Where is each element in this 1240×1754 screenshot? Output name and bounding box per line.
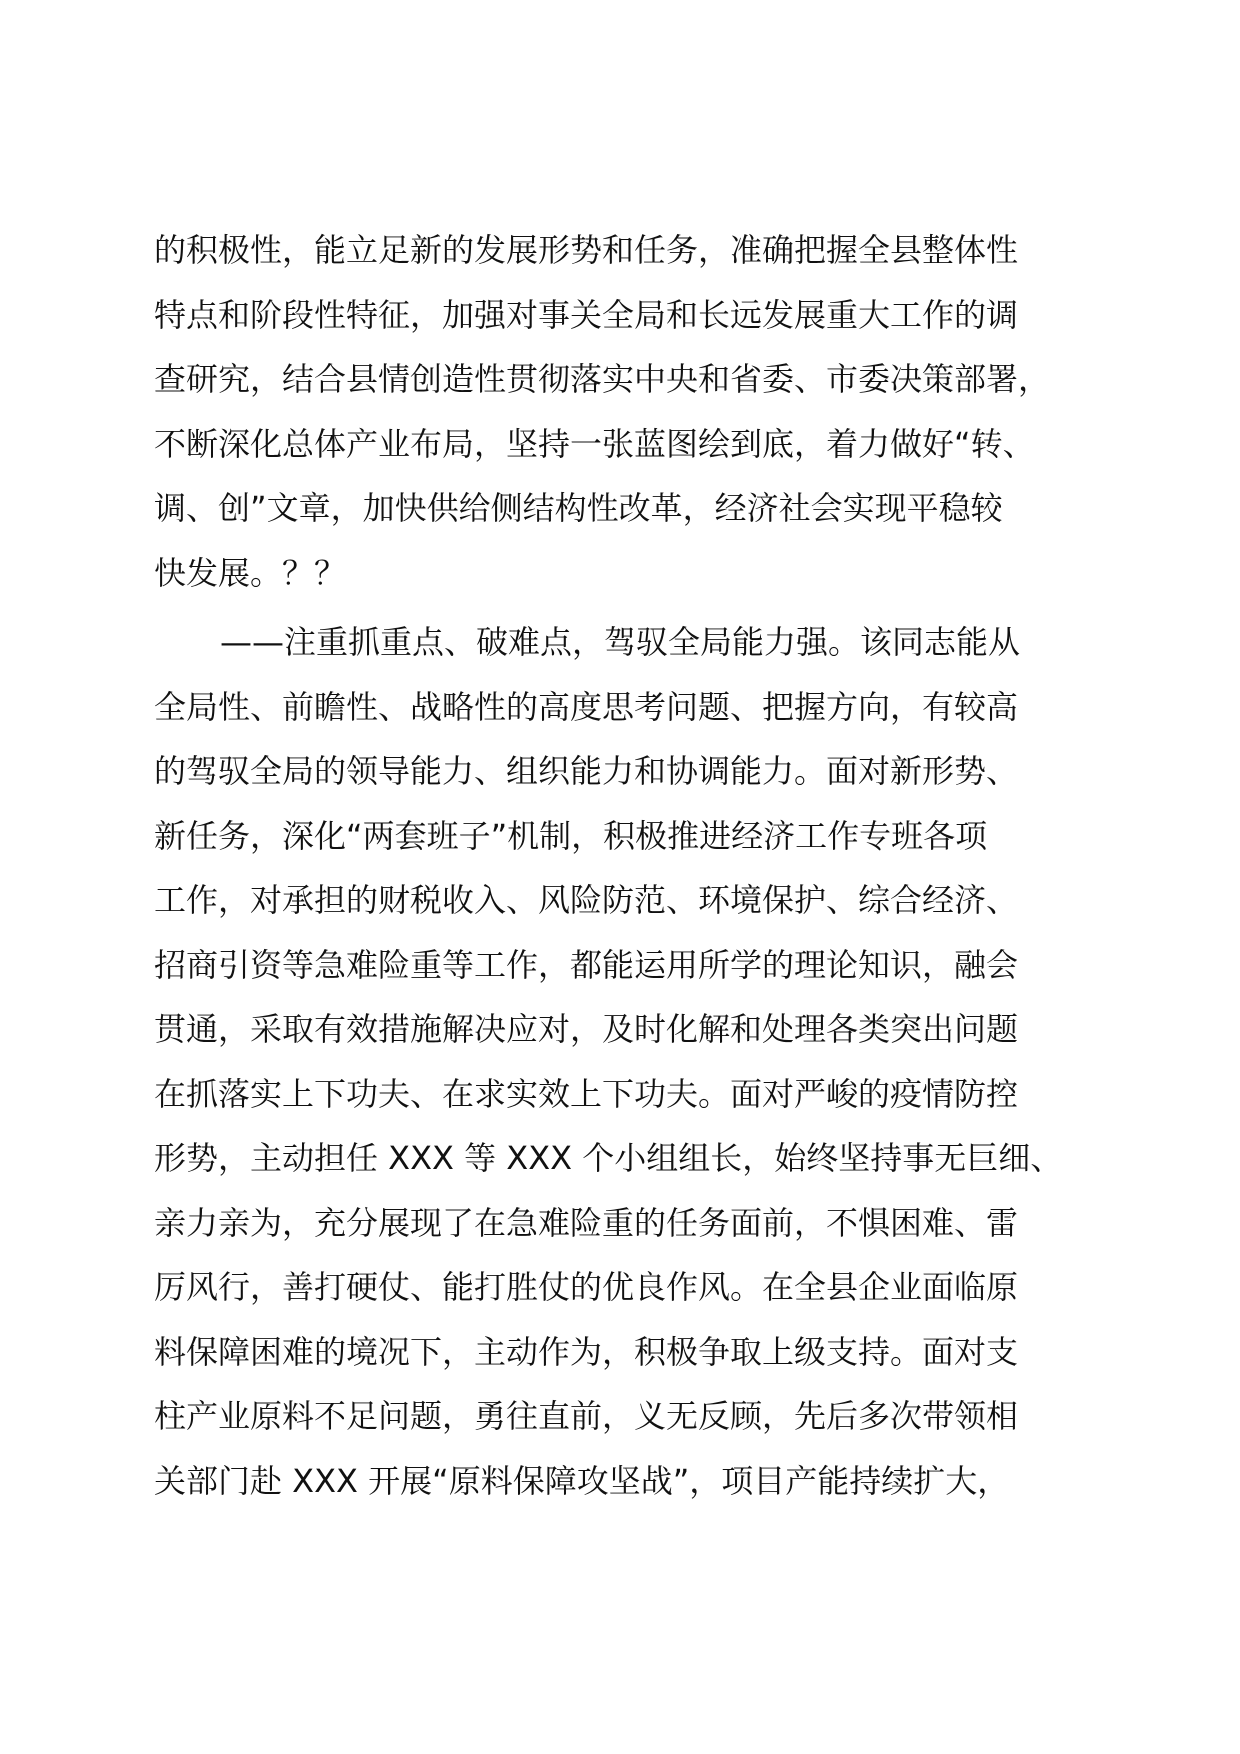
document-body (154, 218, 1094, 1513)
text-line: 在抓落实上下功夫、在求实效上下功夫。面对严峻的疫情防控 (154, 1074, 1019, 1113)
text-line: 特点和阶段性特征，加强对事关全局和长远发展重大工作的调 (154, 295, 1019, 334)
text-line: 的驾驭全局的领导能力、组织能力和协调能力。面对新形势、 (154, 752, 1019, 790)
text-line: 调、创”文章，加快供给侧结构性改革，经济社会实现平稳较 (154, 489, 1003, 527)
text-line: 全局性、前瞻性、战略性的高度思考问题、把握方向，有较高 (154, 687, 1019, 726)
text-line: 招商引资等急难险重等工作，都能运用所学的理论知识，融会 (154, 945, 1019, 984)
text-line: 快发展。？？ (154, 553, 347, 592)
text-line: 贯通，采取有效措施解决应对，及时化解和处理各类突出问题 (154, 1010, 1019, 1048)
text-line: 不断深化总体产业布局，坚持一张蓝图绘到底，着力做好“转、 (154, 424, 1035, 463)
paragraph-1 (154, 218, 1094, 605)
text-line: 的积极性，能立足新的发展形势和任务，准确把握全县整体性 (154, 231, 1019, 269)
text-line: 柱产业原料不足问题，勇往直前，义无反顾，先后多次带领相 (154, 1397, 1019, 1435)
text-line: 新任务，深化“两套班子”机制，积极推进经济工作专班各项 (154, 816, 988, 855)
text-line: 关部门赴 XXX 开展“原料保障攻坚战”，项目产能持续扩大， (154, 1461, 1010, 1500)
text-line: 工作，对承担的财税收入、风险防范、环境保护、综合经济、 (154, 881, 1019, 919)
text-line: 料保障困难的境况下，主动作为，积极争取上级支持。面对支 (154, 1332, 1019, 1371)
text-line: 形势，主动担任 XXX 等 XXX 个小组组长，始终坚持事无巨细、 (154, 1139, 1063, 1177)
text-line: ——注重抓重点、破难点，驾驭全局能力强。该同志能从 (220, 623, 1021, 661)
paragraph-2 (154, 610, 1094, 1513)
text-line: 查研究，结合县情创造性贯彻落实中央和省委、市委决策部署， (154, 360, 1051, 398)
text-line: 厉风行，善打硬仗、能打胜仗的优良作风。在全县企业面临原 (154, 1268, 1019, 1306)
text-line: 亲力亲为，充分展现了在急难险重的任务面前，不惧困难、雷 (154, 1203, 1019, 1242)
